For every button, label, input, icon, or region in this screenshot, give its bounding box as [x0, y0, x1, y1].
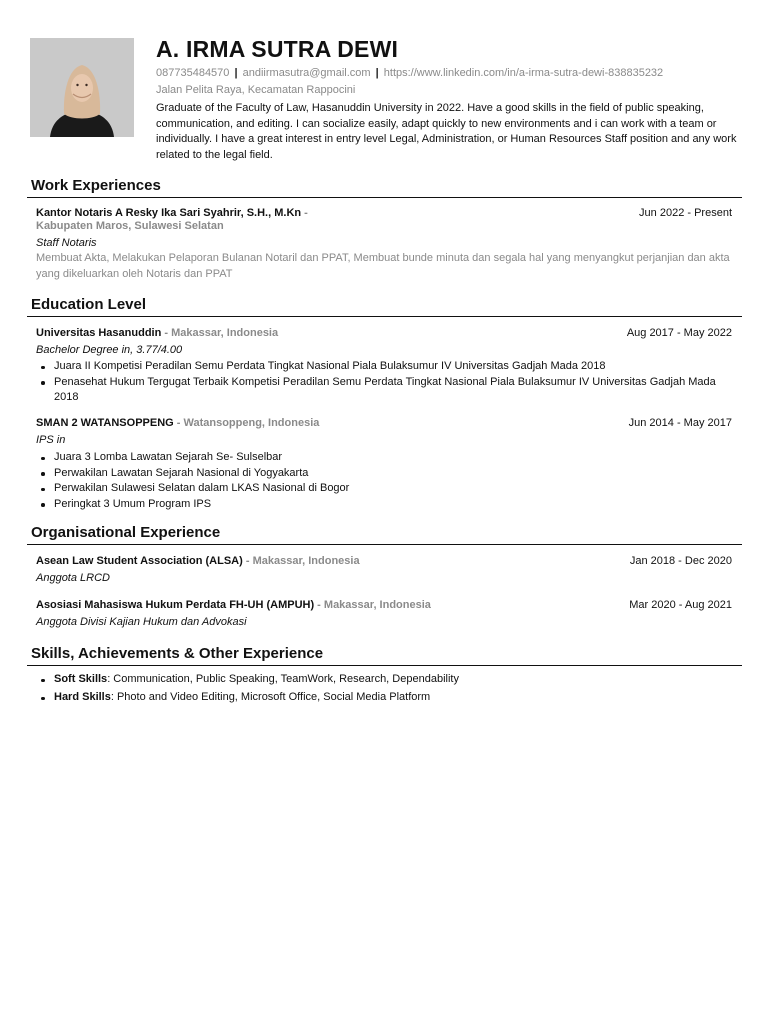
- education-degree: Bachelor Degree in, 3.77/4.00: [36, 344, 183, 356]
- work-description: Membuat Akta, Melakukan Pelaporan Bulanan Notaril dan PPAT, Membuat bunde minuta dan segala hal yang menyangkut perjanjian dan akta yang dikeluarkan oleh Notaris dan PPAT: [36, 252, 730, 280]
- work-section-title: Work Experiences: [31, 177, 161, 194]
- contact-separator: |: [375, 67, 379, 79]
- contact-line: [156, 67, 663, 79]
- work-location: Kabupaten Maros, Sulawesi Selatan: [36, 220, 224, 232]
- contact-separator: |: [234, 67, 238, 79]
- dash-separator: -: [242, 555, 253, 567]
- skill-value: : Communication, Public Speaking, TeamWork, Research, Dependability: [107, 673, 459, 685]
- organisation-section-title: Organisational Experience: [31, 524, 221, 541]
- skill-label: Hard Skills: [54, 691, 111, 703]
- organisation-role: Anggota LRCD: [36, 572, 110, 584]
- skill-item: [36, 672, 736, 688]
- education-program: IPS in: [36, 434, 66, 446]
- organisation-role: Anggota Divisi Kajian Hukum dan Advokasi: [36, 616, 247, 628]
- skills-list: [36, 672, 736, 708]
- education-achievements: [36, 450, 736, 512]
- skill-item: [36, 690, 736, 706]
- education-achievements: [36, 359, 736, 406]
- phone-number[interactable]: 087735484570: [156, 67, 230, 79]
- education-date: Jun 2014 - May 2017: [628, 417, 732, 429]
- profile-photo: [30, 38, 134, 137]
- list-item: Perwakilan Sulawesi Selatan dalam LKAS Nasional di Bogor: [36, 481, 736, 497]
- education-entry-header: [36, 417, 732, 429]
- section-divider: [27, 544, 742, 545]
- work-role: Staff Notaris: [36, 237, 97, 249]
- work-org: Kantor Notaris A Resky Ika Sari Syahrir, S.H., M.Kn: [36, 207, 302, 219]
- education-section-title: Education Level: [31, 296, 147, 313]
- organisation-date: Jan 2018 - Dec 2020: [629, 555, 732, 567]
- section-divider: [27, 665, 742, 666]
- organisation-name: Asean Law Student Association (ALSA): [36, 555, 243, 567]
- section-divider: [27, 197, 742, 198]
- dash-separator: -: [161, 327, 172, 339]
- email-link[interactable]: andiirmasutra@gmail.com: [242, 67, 371, 79]
- dash-separator: -: [301, 207, 308, 219]
- section-divider: [27, 316, 742, 317]
- work-entry-header: [36, 207, 732, 219]
- linkedin-link[interactable]: https://www.linkedin.com/in/a-irma-sutra-dewi-838835232: [383, 67, 664, 79]
- address: Jalan Pelita Raya, Kecamatan Rappocini: [156, 84, 356, 96]
- skills-section-title: Skills, Achievements & Other Experience: [31, 645, 324, 662]
- education-location: Makassar, Indonesia: [171, 327, 279, 339]
- organisation-entry-header: [36, 599, 732, 611]
- dash-separator: -: [314, 599, 324, 611]
- list-item: Perwakilan Lawatan Sejarah Nasional di Yogyakarta: [36, 466, 736, 482]
- education-entry-header: [36, 327, 732, 339]
- skill-value: : Photo and Video Editing, Microsoft Office, Social Media Platform: [110, 691, 431, 703]
- organisation-location: Makassar, Indonesia: [323, 599, 431, 611]
- education-org: Universitas Hasanuddin: [36, 327, 162, 339]
- candidate-name: A. IRMA SUTRA DEWI: [156, 36, 399, 62]
- list-item: Penasehat Hukum Tergugat Terbaik Kompetisi Peradilan Semu Perdata Tingkat Nasional Piala Bulaksumur IV Universitas Gadjah Mada 2018: [36, 375, 736, 406]
- work-date: Jun 2022 - Present: [639, 207, 732, 219]
- list-item: Peringkat 3 Umum Program IPS: [36, 497, 736, 513]
- skill-label: Soft Skills: [54, 673, 108, 685]
- education-location: Watansoppeng, Indonesia: [183, 417, 320, 429]
- list-item: Juara II Kompetisi Peradilan Semu Perdata Tingkat Nasional Piala Bulaksumur IV Universitas Gadjah Mada 2018: [36, 359, 736, 375]
- list-item: Juara 3 Lomba Lawatan Sejarah Se- Sulselbar: [36, 450, 736, 466]
- organisation-location: Makassar, Indonesia: [252, 555, 360, 567]
- organisation-name: Asosiasi Mahasiswa Hukum Perdata FH-UH (AMPUH): [36, 599, 315, 611]
- summary-paragraph: Graduate of the Faculty of Law, Hasanuddin University in 2022. Have a good skills in the field of public speaking, communication, and editing. I can socialize easily, adapt quickly to new environments and i can work with a team or individually. I have a great interest in entry level Legal, Administration, or Human Resources Staff position and any work related to the legal field.: [156, 102, 737, 161]
- portrait-image: [30, 38, 134, 137]
- organisation-entry-header: [36, 555, 732, 567]
- education-date: Aug 2017 - May 2022: [626, 327, 732, 339]
- education-org: SMAN 2 WATANSOPPENG: [36, 417, 174, 429]
- organisation-date: Mar 2020 - Aug 2021: [629, 599, 732, 611]
- dash-separator: -: [173, 417, 184, 429]
